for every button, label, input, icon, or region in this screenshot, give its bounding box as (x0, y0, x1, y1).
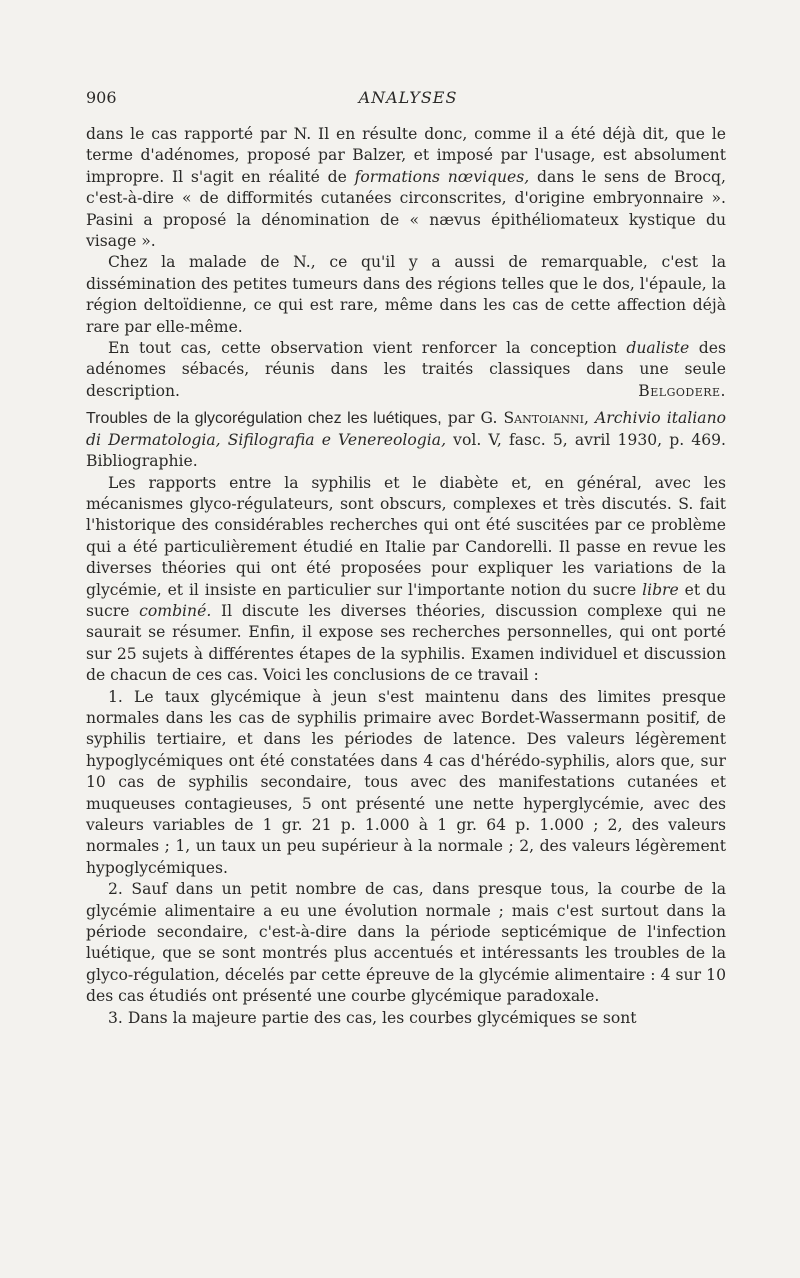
review1-paragraph-2: Chez la malade de N., ce qu'il y a aussi de remarquable, c'est la dissémination des petites tumeurs dans des régions telles que le dos, l'épaule, la région deltoïdienne, ce qui est rare, même dans les cas de cette affection déjà rare par elle-même. (86, 253, 726, 336)
review2-paragraph-1 (86, 473, 726, 687)
italic-run: dualiste (626, 339, 690, 358)
italic-run: combiné. (139, 601, 212, 620)
italic-run: libre (642, 580, 679, 599)
review2-heading (86, 408, 726, 472)
review1-paragraph-3 (86, 338, 726, 402)
conclusion-2: 2. Sauf dans un petit nombre de cas, dans presque tous, la courbe de la glycémie alimentaire a eu une évolution normale ; mais c'est surtout dans la période secondaire, c'est-à-dire dans la période septicémique de l'infection luétique, que se sont montrés plus accentués et intéressants les troubles de la glyco-régulation, décelés par cette épreuve de la glycémie alimentaire : 4 sur 10 des cas étudiés ont présenté une courbe glycémique paradoxale. (86, 880, 726, 1006)
citation-details: vol. V, fasc. 5, avril 1930, p. 469. Bibliographie. (86, 430, 726, 471)
text-run: des adénomes sébacés, réunis dans les traités classiques dans une seule description. (86, 339, 727, 400)
article-author: G. Santoianni, (480, 409, 589, 428)
text-run: et du sucre (86, 580, 727, 620)
running-head (86, 88, 730, 110)
text-run: par (441, 409, 481, 428)
text-block (86, 124, 726, 1029)
text-run: Les rapports entre la syphilis et le diabète et, en général, avec les mécanismes glyco-régulateurs, sont obscurs, complexes et très discutés. S. fait l'historique des considérables recherches qui ont été suscitées par ce problème qui a été particulièrement étudié en Italie par Candorelli. Il passe en revue les diverses théories qui ont été proposées pour expliquer les variations de la glycémie, et il insiste en particulier sur l'importante notion du sucre (86, 473, 726, 599)
journal-name: Archivio italiano di Dermatologia, Sifilografia e Venereologia, (86, 409, 727, 449)
text-run: dans le cas rapporté par N. Il en résulte donc, comme il a été déjà dit, que le terme d'adénomes, proposé par Balzer, et imposé par l'usage, est absolument impropre. Il s'agit en réalité de (86, 125, 726, 186)
page-number: 906 (86, 88, 117, 107)
running-title: ANALYSES (358, 88, 458, 107)
review1-paragraph-1 (86, 124, 726, 252)
text-run: Il discute les diverses théories, discussion complexe qui ne saurait se résumer. Enfin, il expose ses recherches personnelles, qui ont porté sur 25 sujets à différentes étapes de la syphilis. Examen individuel et discussion de chacun de ces cas. Voici les conclusions de ce travail : (86, 601, 727, 685)
text-run: dans le sens de Brocq, c'est-à-dire « de difformités cutanées circonscrites, d'origine embryonnaire ». Pasini a proposé la dénomination de « nævus épithéliomateux kystique du visage ». (86, 167, 726, 251)
reviewer-signature: Belgodere. (638, 381, 726, 400)
text-run: En tout cas, cette observation vient renforcer la conception (108, 339, 627, 358)
article-title: Troubles de la glycorégulation chez les luétiques, (86, 410, 442, 428)
conclusion-1: 1. Le taux glycémique à jeun s'est maintenu dans des limites presque normales dans les cas de syphilis primaire avec Bordet-Wassermann positif, de syphilis tertiaire, et dans les périodes de latence. Des valeurs légèrement hypoglycémiques ont été constatées dans 4 cas d'hérédo-syphilis, alors que, sur 10 cas de syphilis secondaire, tous avec des manifestations cutanées et muqueuses contagieuses, 5 ont présenté une nette hyperglycémie, avec des valeurs variables de 1 gr. 21 p. 1.000 à 1 gr. 64 p. 1.000 ; 2, des valeurs normales ; 1, un taux un peu supérieur à la normale ; 2, des valeurs légèrement hypoglycémiques. (86, 687, 726, 877)
conclusion-3: 3. Dans la majeure partie des cas, les courbes glycémiques se sont (108, 1008, 637, 1027)
italic-run: formations nœviques, (354, 167, 530, 186)
